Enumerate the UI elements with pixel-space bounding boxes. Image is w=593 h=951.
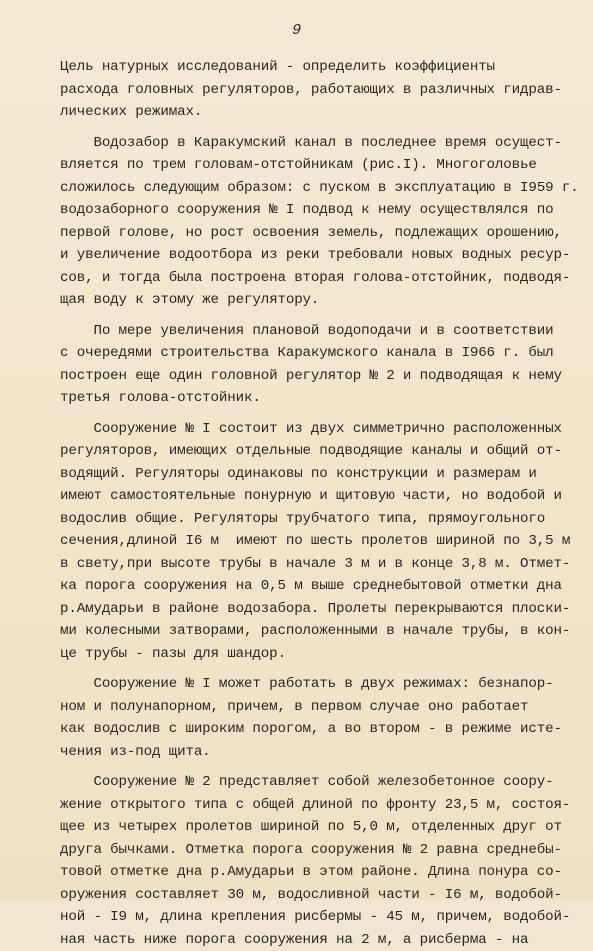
text-line: щее из четырех пролетов шириной по 5,0 м, отделенных друг от (60, 816, 580, 839)
paragraph-gap (60, 124, 580, 132)
text-line: ка порога сооружения на 0,5 м выше среднебытовой отметки дна (60, 575, 580, 598)
text-line: регуляторов, имеющих отдельные подводящие каналы и общий от- (60, 440, 580, 463)
text-line: как водослив с широким порогом, а во втором - в режиме исте- (60, 718, 580, 741)
text-line: имеют самостоятельные понурную и щитовую части, но водобой и (60, 485, 580, 508)
paragraph-gap (60, 312, 580, 320)
text-line: водозаборного сооружения № I подвод к нему осуществлялся по (60, 199, 580, 222)
body-text (60, 56, 580, 951)
paragraph-gap (60, 763, 580, 771)
text-line: ном и полунапорном, причем, в первом случае оно работает (60, 696, 580, 719)
paragraph-gap (60, 410, 580, 418)
text-line: с очередями строительства Каракумского канала в I966 г. был (60, 342, 580, 365)
text-line: Сооружение № I может работать в двух режимах: безнапор- (60, 673, 580, 696)
text-line: сечения,длиной I6 м имеют по шесть пролетов шириной по 3,5 м (60, 530, 580, 553)
text-line: чения из-под щита. (60, 741, 580, 764)
text-line: третья голова-отстойник. (60, 387, 580, 410)
page-number: 9 (0, 22, 593, 39)
paragraph (60, 673, 580, 763)
text-line: це трубы - пазы для шандор. (60, 643, 580, 666)
text-line: щая воду к этому же регулятору. (60, 289, 580, 312)
text-line: ми колесными затворами, расположенными в начале трубы, в кон- (60, 620, 580, 643)
text-line: Сооружение № I состоит из двух симметрично расположенных (60, 418, 580, 441)
text-line: первой голове, но рост освоения земель, подлежащих орошению, (60, 222, 580, 245)
paragraph (60, 132, 580, 312)
text-line: Водозабор в Каракумский канал в последнее время осущест- (60, 132, 580, 155)
paragraph-gap (60, 665, 580, 673)
text-line: водящий. Регуляторы одинаковы по конструкции и размерам и (60, 463, 580, 486)
text-line: лических режимах. (60, 101, 580, 124)
text-line: товой отметке дна р.Амударьи в этом районе. Длина понура со- (60, 861, 580, 884)
paragraph (60, 418, 580, 666)
paragraph (60, 771, 580, 951)
text-line: ная часть ниже порога сооружения на 2 м, а рисберма - на (60, 929, 580, 951)
paragraph (60, 56, 580, 124)
text-line: р.Амударьи в районе водозабора. Пролеты перекрываются плоски- (60, 598, 580, 621)
text-line: сложилось следующим образом: с пуском в эксплуатацию в I959 г. (60, 177, 580, 200)
text-line: построен еще один головной регулятор № 2 и подводящая к нему (60, 365, 580, 388)
text-line: вляется по трем головам-отстойникам (рис.I). Многоголовье (60, 154, 580, 177)
text-line: ной - I9 м, длина крепления рисбермы - 45 м, причем, водобой- (60, 906, 580, 929)
text-line: в свету,при высоте трубы в начале 3 м и в конце 3,8 м. Отмет- (60, 553, 580, 576)
text-line: водослив общие. Регуляторы трубчатого типа, прямоугольного (60, 508, 580, 531)
text-line: По мере увеличения плановой водоподачи и в соответствии (60, 320, 580, 343)
paragraph (60, 320, 580, 410)
text-line: и увеличение водоотбора из реки требовали новых водных ресур- (60, 244, 580, 267)
text-line: Сооружение № 2 представляет собой железобетонное соору- (60, 771, 580, 794)
text-line: расхода головных регуляторов, работающих в различных гидрав- (60, 79, 580, 102)
text-line: жение открытого типа с общей длиной по фронту 23,5 м, состоя- (60, 794, 580, 817)
text-line: друга бычками. Отметка порога сооружения № 2 равна среднебы- (60, 839, 580, 862)
text-line: оружения составляет 30 м, водосливной части - I6 м, водобой- (60, 884, 580, 907)
text-line: Цель натурных исследований - определить коэффициенты (60, 56, 580, 79)
text-line: сов, и тогда была построена вторая голова-отстойник, подводя- (60, 267, 580, 290)
